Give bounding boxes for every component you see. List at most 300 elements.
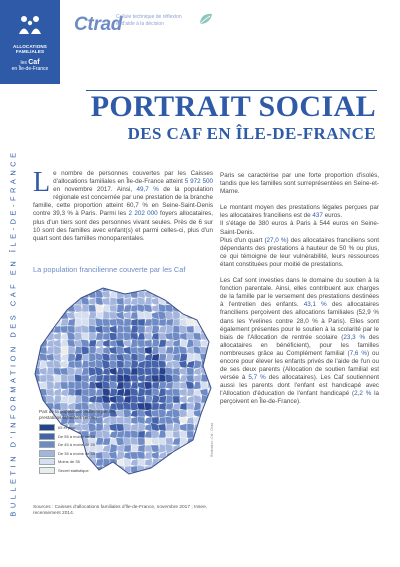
map-commune-cell [110, 480, 117, 482]
map-commune-cell [81, 346, 89, 355]
map-commune-cell [40, 297, 47, 306]
map-commune-cell [186, 459, 195, 467]
map-commune-cell [159, 347, 166, 354]
map-commune-cell [82, 360, 90, 369]
map-commune-cell [137, 410, 145, 418]
logo-sub [4, 60, 56, 72]
map-commune-cell [61, 319, 69, 326]
map-commune-cell [145, 340, 153, 348]
map-commune-cell [46, 305, 55, 312]
caf-logo [0, 0, 60, 84]
map-commune-cell [33, 290, 40, 299]
map-commune-cell [61, 375, 68, 383]
bulletin-side-text [3, 118, 23, 548]
map-commune-cell [82, 284, 89, 291]
map-commune-cell [172, 438, 180, 445]
left-column [33, 167, 213, 251]
map-commune-cell [166, 290, 173, 298]
map-commune-cell [172, 284, 181, 292]
map-commune-cell [158, 326, 166, 333]
legend-label: Secret statistique [58, 467, 89, 473]
map-commune-cell [180, 298, 187, 306]
map-commune-cell [60, 291, 68, 298]
map-commune-cell [187, 403, 194, 410]
map-commune-cell [145, 375, 153, 383]
map-commune-cell [159, 473, 167, 480]
map-commune-cell [180, 458, 188, 467]
legend-label: Moins de 35 [58, 459, 80, 465]
map-commune-cell [109, 305, 117, 312]
map-commune-cell [68, 353, 75, 362]
map-commune-cell [117, 374, 124, 382]
map-commune-cell [180, 472, 188, 481]
map-commune-cell [33, 480, 41, 482]
map-commune-cell [40, 311, 48, 320]
map-commune-cell [110, 297, 117, 305]
map-commune-cell [54, 374, 62, 383]
map-commune-cell [138, 438, 146, 445]
map-credit [208, 400, 216, 480]
map-commune-cell [33, 326, 40, 334]
map-commune-cell [54, 312, 61, 320]
intro-text-c: en novembre 2017. Ainsi, [53, 186, 137, 194]
map-commune-cell [194, 304, 202, 312]
map-commune-cell [165, 480, 173, 482]
map-commune-cell [33, 395, 40, 403]
map-commune-cell [172, 480, 180, 482]
map-commune-cell [117, 305, 124, 313]
map-commune-cell [89, 332, 96, 340]
map-commune-cell [74, 479, 82, 482]
map-commune-cell [166, 459, 173, 466]
map-commune-cell [75, 326, 82, 334]
map-commune-cell [187, 291, 194, 299]
legend-swatch [39, 458, 55, 465]
support-text-e: des allocataires en bénéficient), pour les familles nombreuses grâce au Complément familial ( [220, 333, 379, 357]
paragraph-paris: Paris se caractérise par une forte proportion d'isolés, tandis que les familles sont surreprésentées en Seine-et-Marne. [220, 172, 379, 196]
map-commune-cell [208, 284, 213, 292]
map-commune-cell [159, 319, 166, 326]
map-commune-cell [75, 284, 82, 292]
support-figure-aeeh: 2,2 % [354, 390, 372, 398]
map-commune-cell [116, 298, 124, 306]
map-commune-cell [194, 284, 201, 292]
map-commune-cell [159, 382, 167, 390]
map-commune-cell [179, 410, 187, 418]
map-commune-cell [46, 318, 54, 326]
map-commune-cell [172, 473, 180, 481]
dependency-text-a: Plus d'un quart ( [220, 236, 267, 244]
map-commune-cell [159, 396, 167, 404]
map-commune-cell [193, 445, 201, 453]
support-text-i: des allocataires). Les Caf soutiennent aussi les parents dont l'enfant est handicapé avec l'Allocation d'éducation de l'enfant handicapé ( [220, 374, 379, 398]
legend-label: De 55 à moins de 65 [58, 433, 95, 439]
map-commune-cell [54, 304, 61, 312]
support-figure-cf: 7,6 % [349, 349, 367, 357]
map-commune-cell [201, 311, 209, 319]
map-commune-cell [130, 325, 138, 334]
map-commune-cell [145, 479, 153, 482]
legend-item-under-35 [39, 458, 129, 467]
intro-text-e: de la population régionale est concernée par une prestation de la branche famille, cette proportion atteint 60,7 % en Seine-Saint-Denis contre 39,3 % à Paris. Parmi les [33, 186, 213, 218]
map-commune-cell [180, 284, 187, 291]
map-commune-cell [194, 451, 202, 461]
ctrad-brand: Ctrad [74, 14, 123, 35]
map-commune-cell [103, 333, 110, 340]
map-commune-cell [95, 480, 104, 482]
map-commune-cell [145, 452, 153, 459]
map-commune-cell [61, 298, 69, 305]
map-commune-cell [33, 284, 40, 292]
map-commune-cell [187, 368, 195, 375]
map-commune-cell [88, 305, 96, 312]
map-commune-cell [187, 389, 195, 396]
map-commune-cell [33, 312, 40, 320]
map-commune-cell [166, 424, 173, 431]
map-commune-cell [89, 480, 97, 482]
map-commune-cell [116, 479, 124, 482]
map-commune-cell [54, 284, 61, 292]
map-commune-cell [130, 333, 138, 340]
map-commune-cell [145, 368, 152, 375]
map-commune-cell [33, 333, 40, 341]
map-commune-cell [138, 319, 145, 326]
map-commune-cell [137, 340, 145, 347]
map-commune-cell [200, 291, 208, 298]
map-commune-cell [33, 304, 40, 314]
map-commune-cell [33, 389, 40, 397]
family-logo-icon [17, 14, 43, 36]
logo-text: ALLOCATIONS FAMILIALES [13, 44, 47, 55]
map-commune-cell [158, 360, 166, 368]
map-commune-cell [39, 305, 47, 313]
map-commune-cell [187, 305, 195, 313]
map-commune-cell [40, 291, 47, 299]
map-commune-cell [117, 332, 124, 341]
map-commune-cell [173, 423, 181, 432]
support-figure-asf: 5,7 % [248, 374, 266, 382]
map-commune-cell [137, 403, 146, 410]
map-commune-cell [201, 284, 209, 291]
map-commune-cell [187, 423, 194, 431]
map-commune-cell [46, 389, 54, 397]
map-commune-cell [88, 284, 96, 292]
map-commune-cell [33, 297, 40, 305]
map-commune-cell [151, 473, 159, 480]
dropcap: L [33, 167, 51, 198]
map-commune-cell [159, 444, 166, 453]
intro-figure-people: 5 972 500 [184, 178, 213, 186]
map-commune-cell [75, 389, 82, 396]
map-commune-cell [180, 451, 187, 460]
map-commune-cell [165, 472, 173, 481]
map-commune-cell [144, 473, 152, 481]
map-commune-cell [47, 311, 54, 319]
map-commune-cell [68, 319, 76, 327]
bulletin-side-label: BULLETIN D'INFORMATION DES CAF EN ÎLE-DE-FRANCE [8, 149, 18, 517]
map-commune-cell [180, 465, 188, 475]
map-commune-cell [138, 326, 145, 334]
map-commune-cell [40, 382, 47, 390]
map-commune-cell [103, 339, 110, 347]
logo-sub-caf: Caf [28, 59, 40, 66]
map-commune-cell [145, 360, 152, 369]
legend-item-secret [39, 466, 129, 475]
map-commune-cell [207, 291, 213, 298]
legend-swatch [39, 424, 55, 431]
map-commune-cell [207, 312, 213, 319]
map-commune-cell [151, 410, 159, 418]
map-commune-cell [96, 340, 104, 348]
map-commune-cell [145, 459, 152, 467]
map-commune-cell [124, 396, 132, 403]
map-commune-cell [201, 472, 208, 480]
page-title: PORTRAIT SOCIAL [90, 90, 376, 123]
map-commune-cell [145, 326, 153, 334]
map-commune-cell [151, 479, 160, 482]
amount-text-c: euros. [322, 212, 343, 220]
map-commune-cell [172, 290, 181, 298]
map-commune-cell [40, 326, 47, 333]
map-commune-cell [123, 479, 131, 482]
map-commune-cell [61, 284, 68, 291]
map-commune-cell [180, 305, 188, 312]
map-commune-cell [54, 298, 61, 306]
map-commune-cell [193, 298, 201, 306]
map-commune-cell [89, 388, 96, 397]
map-commune-cell [67, 284, 76, 292]
map-commune-cell [172, 466, 180, 474]
intro-figure-households: 2 202 000 [128, 210, 158, 218]
intro-paragraph [33, 167, 213, 243]
support-text-g: ) ou encore pour élever les enfants privés de l'aide de l'un ou de ses deux parents (Allocation de soutien familial est versée à [220, 349, 380, 382]
map-commune-cell [60, 480, 68, 482]
map-commune-cell [166, 340, 173, 348]
map-commune-cell [166, 353, 174, 362]
map-commune-cell [33, 319, 40, 327]
map-commune-cell [75, 368, 82, 375]
map-commune-cell [75, 395, 83, 403]
legend-label: De 35 à moins de 45 [58, 450, 95, 456]
map-commune-cell [145, 347, 152, 355]
map-commune-cell [130, 375, 138, 382]
map-commune-cell [131, 417, 138, 425]
map-commune-cell [208, 298, 213, 306]
map-commune-cell [166, 395, 173, 404]
map-commune-cell [166, 284, 174, 291]
map-commune-cell [187, 445, 195, 452]
intro-text-a: e nombre de personnes couvertes par les Caisses d'allocations familiales en Île-de-France atteint [53, 170, 213, 186]
amount-text-a: Le montant moyen des prestations légales perçues par les allocataires franciliens est de [220, 204, 379, 220]
map-commune-cell [75, 381, 82, 389]
map-commune-cell [116, 382, 124, 389]
map-commune-cell [152, 375, 159, 382]
map-commune-cell [75, 346, 83, 355]
map-commune-cell [207, 361, 213, 369]
map-commune-cell [201, 318, 208, 326]
map-commune-cell [186, 452, 195, 459]
right-column [220, 172, 379, 415]
amount-figure: 437 [312, 212, 323, 220]
support-figure-af: 43,1 % [303, 301, 327, 309]
legend-item-65-plus [39, 423, 129, 432]
map-commune-cell [131, 368, 138, 375]
map-commune-cell [180, 403, 188, 411]
map-commune-cell [67, 291, 75, 298]
map-commune-cell [145, 431, 153, 439]
map-commune-cell [96, 389, 104, 396]
map-commune-cell [81, 479, 90, 482]
map-commune-cell [130, 437, 138, 445]
map-commune-cell [173, 382, 180, 389]
map-commune-cell [165, 417, 173, 425]
logo-sub-region: en Île-de-France [11, 65, 49, 72]
map-commune-cell [67, 375, 75, 382]
support-figure-ars: 23,3 % [343, 333, 366, 341]
map-commune-cell [187, 409, 195, 417]
map-commune-cell [54, 480, 61, 482]
map-commune-cell [187, 298, 194, 305]
map-commune-cell [144, 382, 152, 390]
dependency-text-c: ) des allocataires franciliens sont dépendants des prestations à hauteur de 50 % ou plus, ce qui témoigne de leur vulnérabilité, leurs ressources étant constituées pour moitié de prestations. [220, 236, 379, 268]
map-commune-cell [173, 431, 180, 438]
map-commune-cell [151, 284, 159, 292]
map-commune-cell [208, 368, 213, 375]
map-commune-cell [123, 326, 132, 333]
map-commune-cell [123, 290, 132, 299]
map-commune-cell [187, 466, 194, 473]
map-legend [39, 409, 129, 475]
legend-swatch [39, 441, 55, 448]
ctrad-desc-line-1: Cellule technique de réflexion [116, 14, 182, 20]
map-commune-cell [116, 284, 124, 291]
map-commune-cell [194, 291, 202, 298]
map-commune-cell [96, 333, 104, 340]
map-commune-cell [159, 480, 166, 482]
map-commune-cell [166, 465, 173, 473]
map-commune-cell [180, 291, 187, 299]
map-commune-cell [117, 360, 124, 368]
ctrad-desc-line-2: et d'aide à la décision [116, 20, 164, 27]
map-commune-cell [47, 347, 55, 354]
map-commune-cell [60, 382, 68, 389]
map-commune-cell [201, 430, 208, 439]
map-commune-cell [137, 396, 145, 404]
legend-item-45-55 [39, 440, 129, 449]
legend-item-35-45 [39, 449, 129, 458]
map-commune-cell [201, 298, 208, 306]
support-text-c: des allocataires franciliens perçoivent des allocations familiales (52,9 % dans les Yvelines contre 28,0 % à Paris). Elles sont également présentes pour le soutien à la scolarité par le biais de l'Allocation de rentrée scolaire ( [220, 301, 379, 341]
legend-title: Part de la population couverte par les prestations familiales (en %) [39, 409, 116, 420]
map-commune-cell [194, 438, 202, 446]
dependency-figure: 27,0 % [266, 236, 287, 244]
map-commune-cell [173, 298, 181, 305]
paragraph-parental-support [220, 277, 379, 407]
map-commune-cell [47, 290, 55, 299]
map-commune-cell [46, 284, 54, 291]
map-commune-cell [180, 479, 187, 482]
map-commune-cell [207, 319, 213, 327]
map-commune-cell [130, 284, 139, 291]
map-commune-cell [186, 375, 194, 382]
map-commune-cell [208, 325, 213, 333]
map-commune-cell [173, 396, 180, 403]
map-commune-cell [172, 389, 180, 396]
map-commune-cell [123, 284, 131, 292]
map-commune-cell [47, 297, 55, 305]
map-commune-cell [208, 333, 213, 341]
map-commune-cell [173, 319, 180, 326]
map-commune-cell [173, 354, 180, 362]
map-commune-cell [173, 459, 181, 466]
legend-swatch [39, 433, 55, 440]
map-commune-cell [187, 431, 194, 438]
map-commune-cell [138, 431, 145, 438]
map-commune-cell [194, 466, 201, 473]
map-commune-cell [152, 403, 159, 410]
map-commune-cell [82, 319, 89, 326]
map-commune-cell [193, 312, 201, 319]
legend-swatch [39, 467, 55, 474]
map-commune-cell [131, 473, 138, 481]
map-commune-cell [193, 480, 201, 482]
legend-label: De 45 à moins de 55 [58, 442, 95, 448]
map-commune-cell [201, 305, 208, 313]
intro-text-g: foyers allocataires, plus d'un tiers sont des personnes vivant seules. Près de 6 sur 10 sont des familles avec enfant(s) et parmi celles-ci, plus d'un quart sont des familles monoparentales. [33, 210, 213, 242]
map-commune-cell [193, 459, 201, 467]
map-commune-cell [68, 480, 75, 482]
map-commune-cell [74, 361, 82, 368]
map-commune-cell [186, 479, 195, 482]
map-commune-cell [33, 339, 40, 348]
support-text-a: Les Caf sont investies dans le domaine du soutien à la fonction parentale. Ainsi, elles contribuent aux charges de la famille par le versement des prestations destinées à l'entretien des enfants. [220, 277, 379, 309]
map-commune-cell [208, 346, 213, 354]
map-commune-cell [179, 368, 187, 376]
map-commune-cell [40, 479, 47, 482]
map-commune-cell [96, 312, 104, 319]
map-commune-cell [103, 375, 110, 382]
map-commune-cell [82, 354, 90, 362]
map-commune-cell [47, 480, 55, 482]
leaf-icon [198, 12, 214, 26]
map-commune-cell [130, 480, 138, 482]
map-commune-cell [193, 472, 201, 480]
map-commune-cell [39, 284, 48, 292]
amount-range: Il s'étage de 380 euros à Paris à 544 euros en Seine-Saint-Denis. [220, 220, 379, 236]
map-commune-cell [159, 354, 167, 362]
map-commune-cell [46, 361, 55, 369]
map-commune-cell [102, 480, 110, 482]
map-commune-cell [152, 333, 160, 340]
map-commune-cell [103, 326, 110, 333]
map-commune-cell [186, 395, 194, 403]
map-commune-cell [138, 472, 146, 482]
map-commune-cell [123, 305, 131, 312]
map-commune-cell [208, 305, 213, 312]
sources-note: Sources : Caisses d'allocations familiales d'Île-de-France, novembre 2017 ; Insee, recensement 2014. [33, 505, 208, 516]
map-commune-cell [201, 340, 209, 348]
logo-sub-les: les [20, 60, 27, 66]
map-commune-cell [152, 325, 160, 333]
map-commune-cell [158, 388, 166, 397]
map-commune-cell [89, 340, 97, 347]
map-credit-text: Réalisation : Caf - Ctrad [210, 422, 214, 458]
map-commune-cell [187, 473, 194, 480]
map-commune-cell [208, 354, 213, 362]
map-commune-cell [186, 284, 194, 292]
map-commune-cell [180, 395, 188, 403]
legend-label: 65 et plus [58, 424, 76, 430]
